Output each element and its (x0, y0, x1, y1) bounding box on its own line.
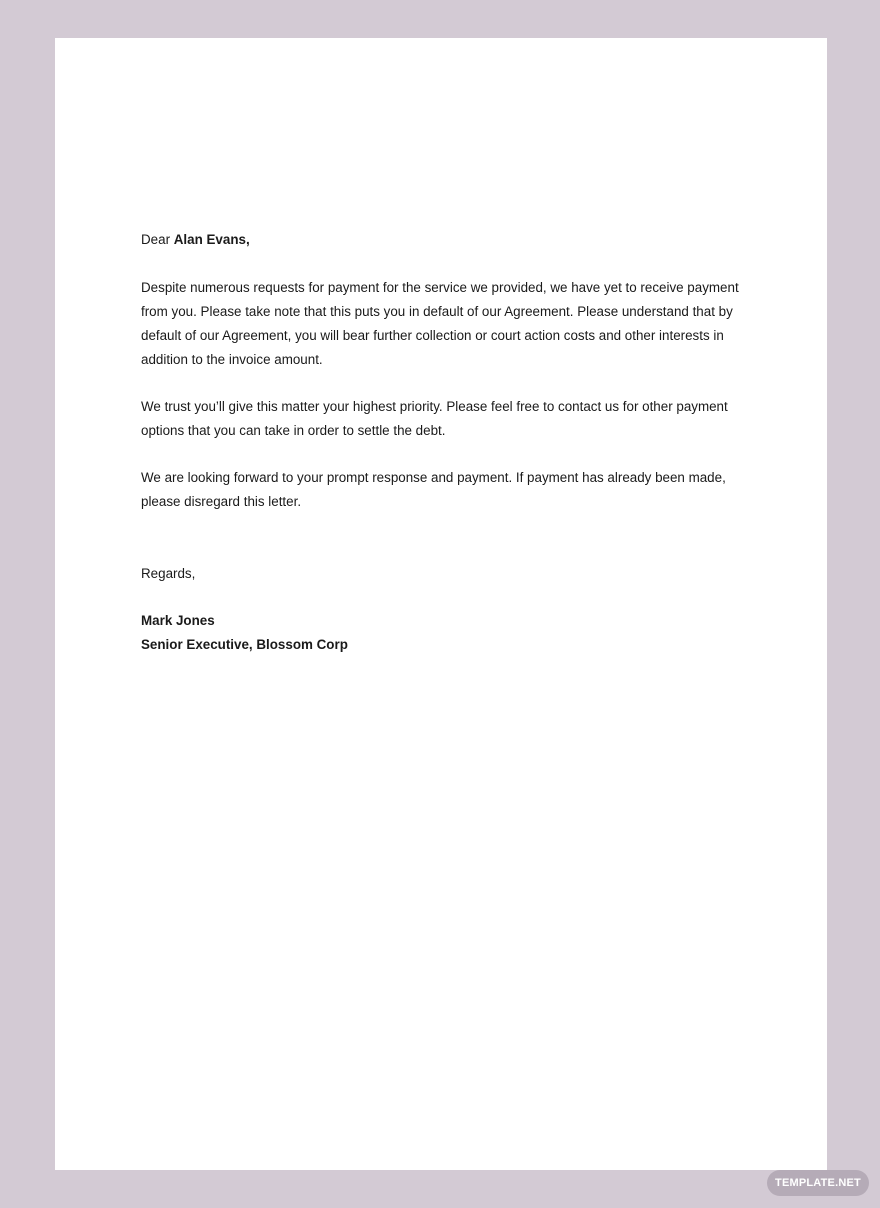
greeting-punctuation: , (245, 232, 250, 247)
letter-body (141, 228, 741, 657)
salutation (141, 228, 741, 252)
greeting-text: Dear (141, 232, 174, 247)
recipient-name: Alan Evans (173, 232, 246, 247)
signer-name: Mark Jones (141, 613, 215, 628)
letter-page (55, 38, 827, 1170)
paragraph-closing-note: We are looking forward to your prompt response and payment. If payment has already been made, please disregard this letter. (141, 470, 726, 509)
closing: Regards, (141, 566, 196, 581)
signer-title: Senior Executive, Blossom Corp (141, 637, 348, 652)
paragraph-priority: We trust you’ll give this matter your highest priority. Please feel free to contact us for other payment options that you can take in order to settle the debt. (141, 399, 728, 438)
paragraph-payment-request: Despite numerous requests for payment for the service we provided, we have yet to receive payment from you. Please take note that this puts you in default of our Agreement. Please understand that by default of our Agreement, you will bear further collection or court action costs and other interests in addition to the invoice amount. (141, 280, 739, 367)
template-net-watermark: TEMPLATE.NET (767, 1170, 869, 1196)
